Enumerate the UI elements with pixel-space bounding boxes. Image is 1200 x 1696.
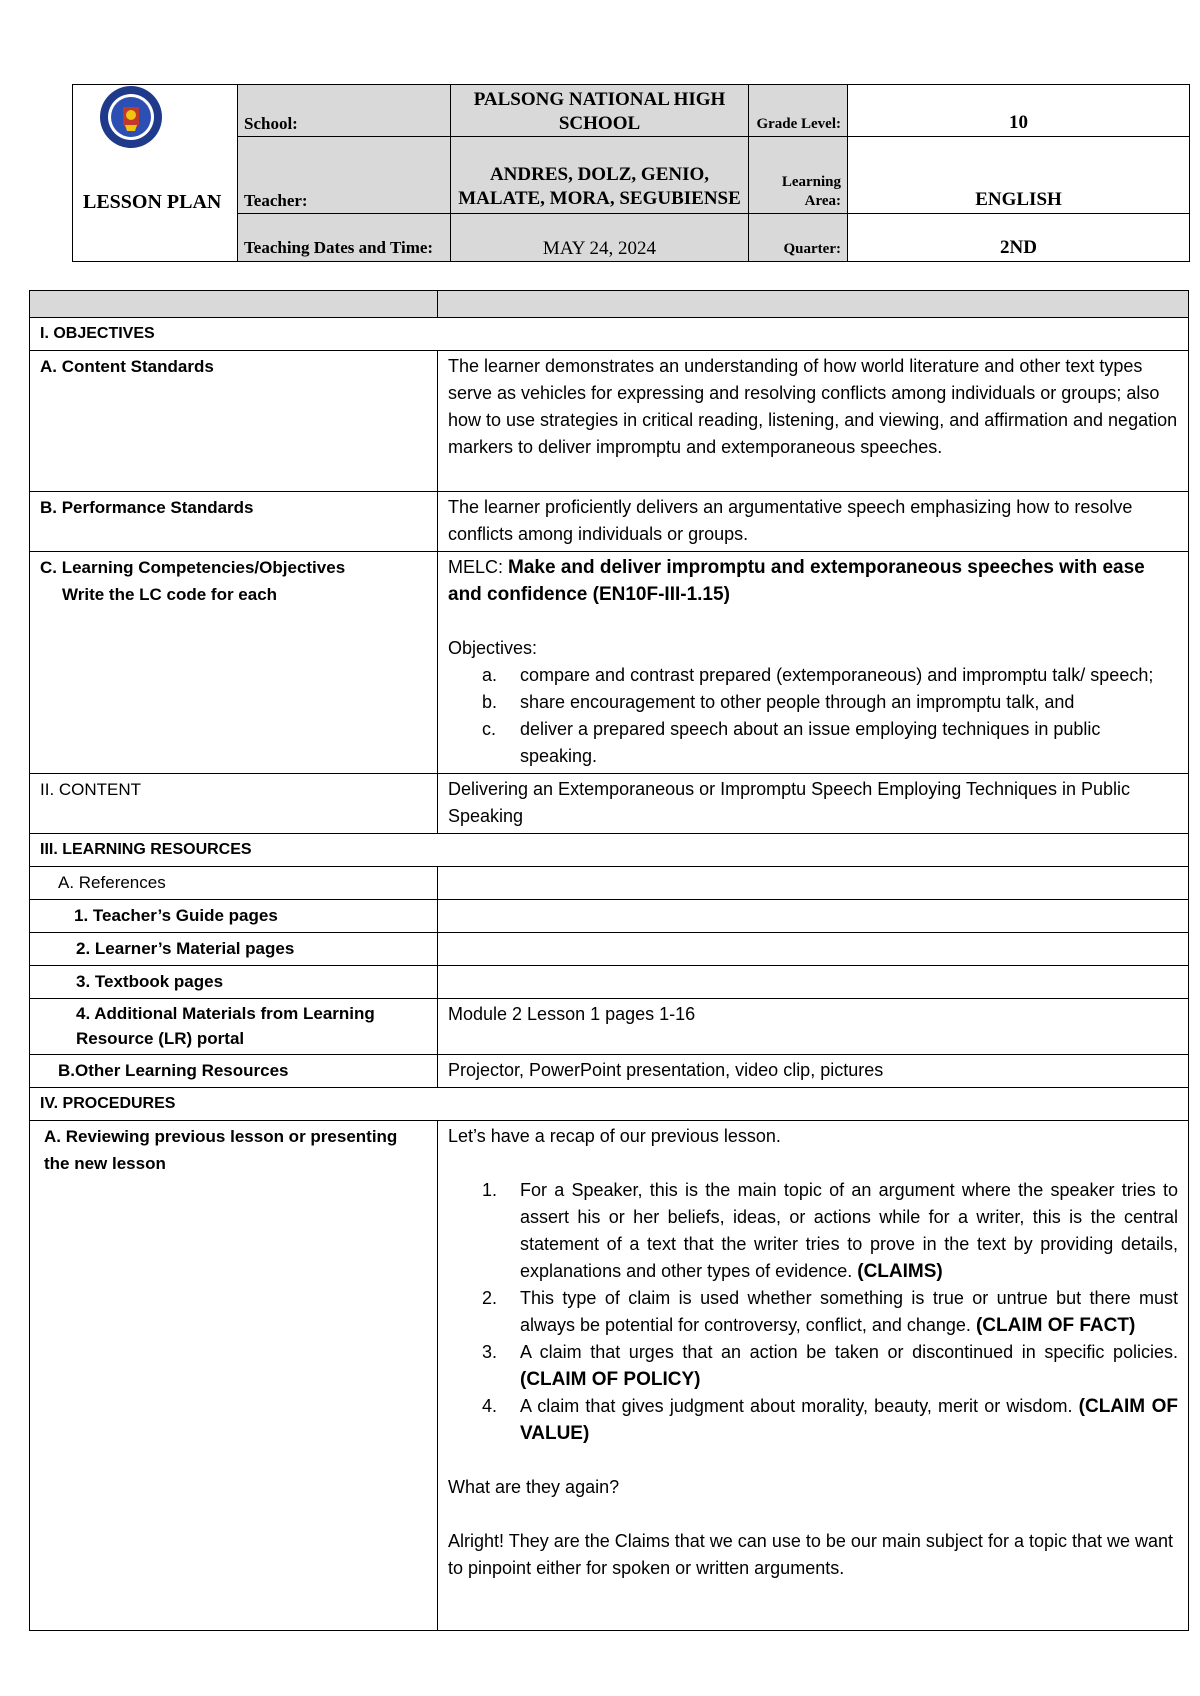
section-row [30,1088,1189,1121]
performance-standards-text: The learner proficiently delivers an argumentative speech emphasizing how to resolve conflicts among individuals or groups. [438,492,1189,552]
additional-materials-value: Module 2 Lesson 1 pages 1-16 [438,999,1189,1055]
learning-area-label: Learning Area: [749,137,848,214]
table-row [30,351,1189,492]
table-row [30,552,1189,774]
table-row [30,933,1189,966]
learners-material-label: 2. Learner’s Material pages [30,933,438,966]
learning-competencies-cell [30,552,438,774]
section-row [30,834,1189,867]
table-row [30,999,1189,1055]
recap-intro: Let’s have a recap of our previous lesson. [448,1126,781,1146]
lesson-plan-title: LESSON PLAN [83,191,222,213]
review-lesson-label: A. Reviewing previous lesson or presenting the new lesson [30,1121,438,1631]
objectives-list [448,662,1178,770]
recap-question: What are they again? [448,1477,620,1497]
teachers-guide-label: 1. Teacher’s Guide pages [30,900,438,933]
table-row [30,966,1189,999]
review-lesson-content [438,1121,1189,1631]
table-row [30,774,1189,834]
learning-competencies-content [438,552,1189,774]
list-item: c. deliver a prepared speech about an issue employing techniques in public speaking. [482,719,1101,766]
school-label: School: [238,85,451,137]
table-row [30,900,1189,933]
learning-area-value: ENGLISH [848,137,1190,214]
content-standards-label: A. Content Standards [30,351,438,492]
quarter-label: Quarter: [749,214,848,262]
table-row [30,1121,1189,1631]
table-row [30,492,1189,552]
melc-line: MELC: Make and deliver impromptu and extemporaneous speeches with ease and confidence (EN10F-III-1.15) [448,557,1145,605]
objectives-subheading: Objectives: [448,638,538,658]
header-table [72,84,1190,262]
additional-materials-label: 4. Additional Materials from Learning Resource (LR) portal [30,999,438,1055]
deped-seal-icon [99,85,163,149]
teaching-dates-label: Teaching Dates and Time: [238,214,451,262]
lesson-plan-table [29,290,1189,1631]
content-standards-text: The learner demonstrates an understanding of how world literature and other text types serve as vehicles for expressing and resolving conflicts among individuals or groups; also how to use strategies in critical reading, listening, and viewing, and affirmation and negation markers to deliver impromptu and extemporaneous speeches. [438,351,1189,492]
procedures-heading: IV. PROCEDURES [30,1088,1189,1121]
table-row [30,1055,1189,1088]
teacher-value: ANDRES, DOLZ, GENIO, MALATE, MORA, SEGUBIENSE [451,137,749,214]
list-item: b. share encouragement to other people through an impromptu talk, and [482,692,1075,712]
list-item: 4. A claim that gives judgment about morality, beauty, merit or wisdom. (CLAIM OF VALUE) [482,1396,1178,1444]
references-label: A. References [30,867,438,900]
recap-list [448,1177,1178,1447]
logo-cell [73,85,238,262]
content-label: II. CONTENT [30,774,438,834]
teacher-label: Teacher: [238,137,451,214]
melc-text: Make and deliver impromptu and extemporaneous speeches with ease and confidence (EN10F-III-1.15) [448,557,1145,605]
other-resources-label: B.Other Learning Resources [30,1055,438,1088]
table-header-row [30,291,1189,318]
table-row [30,867,1189,900]
content-text: Delivering an Extemporaneous or Impromptu Speech Employing Techniques in Public Speaking [438,774,1189,834]
list-item: 1. For a Speaker, this is the main topic of an argument where the speaker tries to assert his or her beliefs, ideas, or actions while for a writer, this is the central statement of a text that the writer tries to prove in the text by providing details, explanations and other types of evidence. (CLAIMS) [482,1180,1178,1282]
learning-resources-heading: III. LEARNING RESOURCES [30,834,1189,867]
objectives-heading: I. OBJECTIVES [30,318,1189,351]
performance-standards-label: B. Performance Standards [30,492,438,552]
other-resources-value: Projector, PowerPoint presentation, video clip, pictures [438,1055,1189,1088]
list-item: 2. This type of claim is used whether something is true or untrue but there must always be potential for controversy, conflict, and change. (CLAIM OF FACT) [482,1288,1178,1336]
textbook-label: 3. Textbook pages [30,966,438,999]
learning-competencies-label: C. Learning Competencies/Objectives [40,558,346,577]
school-value: PALSONG NATIONAL HIGH SCHOOL [451,85,749,137]
lc-code-note: Write the LC code for each [62,585,278,604]
teaching-dates-value: MAY 24, 2024 [451,214,749,262]
list-item: a. compare and contrast prepared (extemporaneous) and impromptu talk/ speech; [482,665,1154,685]
recap-closing: Alright! They are the Claims that we can use to be our main subject for a topic that we want to pinpoint either for spoken or written arguments. [448,1531,1174,1578]
quarter-value: 2ND [848,214,1190,262]
list-item: 3. A claim that urges that an action be taken or discontinued in specific policies. (CLAIM OF POLICY) [482,1342,1178,1390]
grade-label: Grade Level: [749,85,848,137]
section-row [30,318,1189,351]
grade-value: 10 [848,85,1190,137]
